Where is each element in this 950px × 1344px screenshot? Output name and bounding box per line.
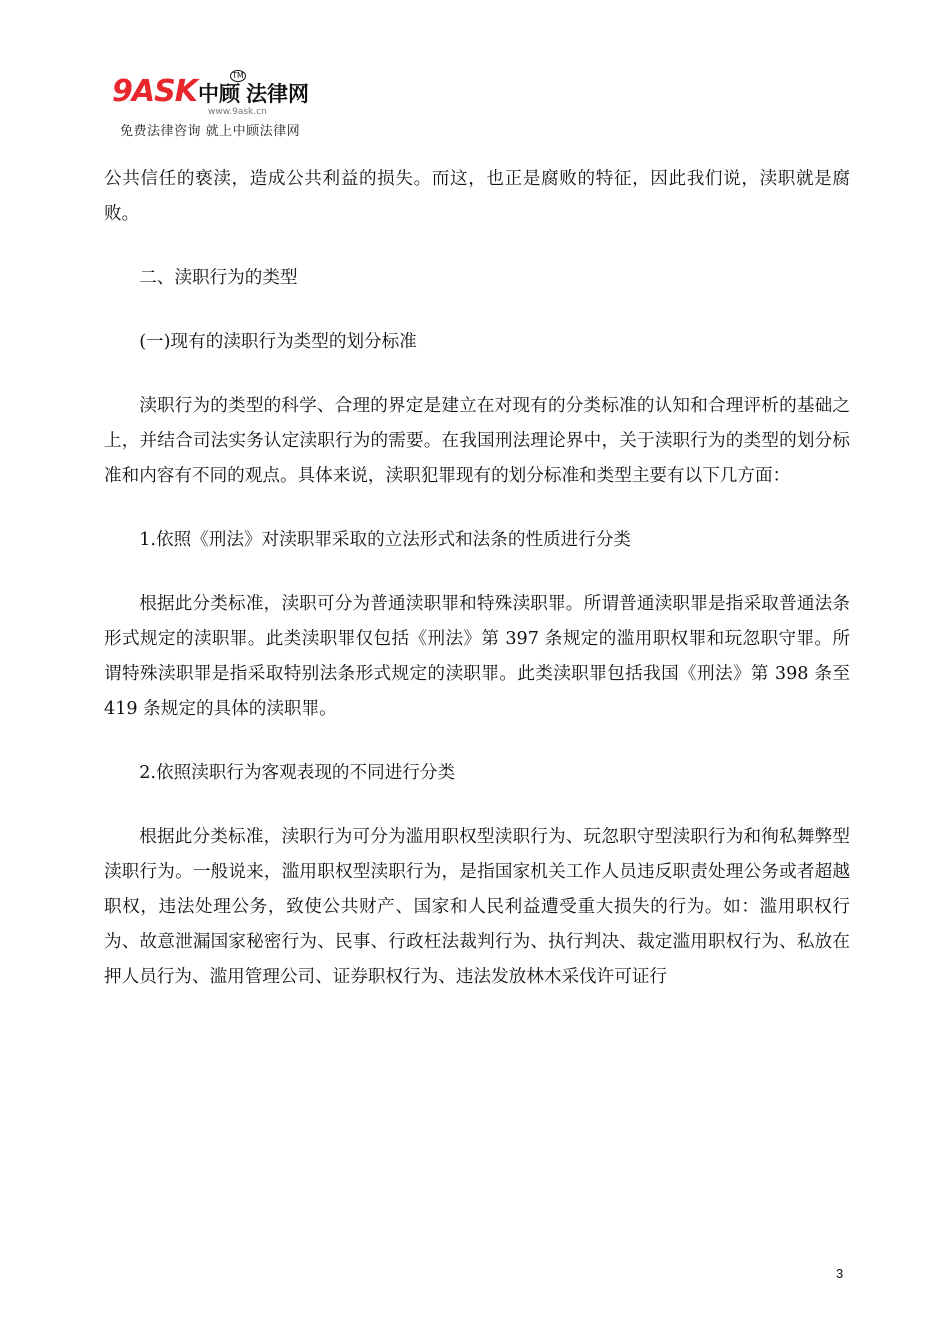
paragraph: 根据此分类标准，渎职行为可分为滥用职权型渎职行为、玩忽职守型渎职行为和徇私舞弊型渎职行为。一般说来，滥用职权型渎职行为，是指国家机关工作人员违反职责处理公务或者超越职权，违法处理公务，致使公共财产、国家和人民利益遭受重大损失的行为。如：滥用职权行为、故意泄漏国家秘密行为、民事、行政枉法裁判行为、执行判决、裁定滥用职权行为、私放在押人员行为、滥用管理公司、证券职权行为、违法发放林木采伐许可证行 (104, 827, 850, 987)
trademark-icon: TM (232, 71, 244, 80)
section-heading: 二、渎职行为的类型 (139, 268, 298, 288)
list-heading: 2.依照渎职行为客观表现的不同进行分类 (139, 763, 456, 783)
logo-brand: 中顾 (197, 82, 240, 106)
logo-url: www.9ask.cn (208, 107, 267, 117)
list-heading: 1.依照《刑法》对渎职罪采取的立法形式和法条的性质进行分类 (139, 530, 632, 550)
page-number: 3 (836, 1266, 844, 1281)
logo-site: 法律网 (245, 82, 309, 106)
paragraph: 渎职行为的类型的科学、合理的界定是建立在对现有的分类标准的认知和合理评析的基础之上，并结合司法实务认定渎职行为的需要。在我国刑法理论界中，关于渎职行为的类型的划分标准和内容有不同的观点。具体来说，渎职犯罪现有的划分标准和类型主要有以下几方面： (104, 396, 850, 486)
logo-mark: 9ASK (112, 74, 197, 109)
paragraph: 根据此分类标准，渎职可分为普通渎职罪和特殊渎职罪。所谓普通渎职罪是指采取普通法条形式规定的渎职罪。此类渎职罪仅包括《刑法》第 397 条规定的滥用职权罪和玩忽职守罪。所谓特殊渎职罪是指采取特别法条形式规定的渎职罪。此类渎职罪包括我国《刑法》第 398 条至 419 条规定的具体的渎职罪。 (104, 594, 850, 719)
paragraph-continuation: 公共信任的亵渎，造成公共利益的损失。而这，也正是腐败的特征，因此我们说，渎职就是腐败。 (104, 169, 850, 224)
logo-slogan: 免费法律咨询 就上中顾法律网 (120, 124, 301, 139)
subsection-heading: (一)现有的渎职行为类型的划分标准 (139, 332, 417, 352)
logo-wordmark (112, 74, 309, 110)
site-logo (112, 71, 312, 144)
document-body (104, 162, 850, 995)
